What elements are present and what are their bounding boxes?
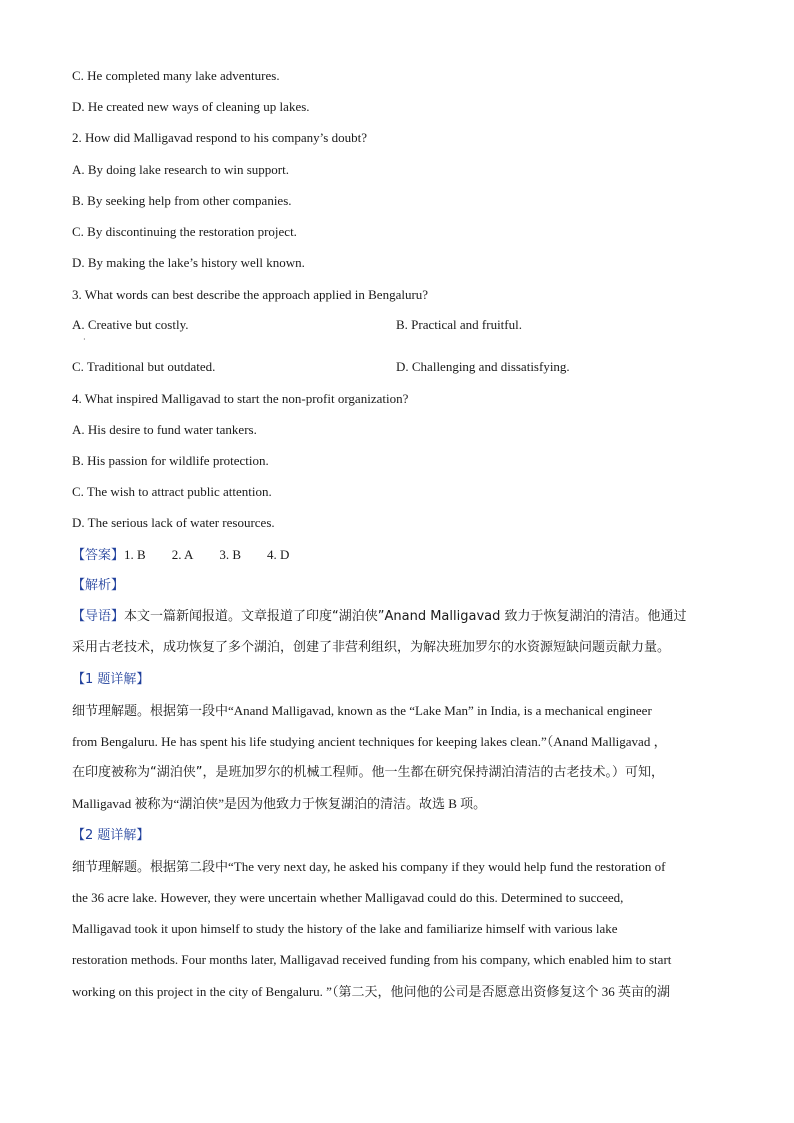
q2-option-c: C. By discontinuing the restoration project. bbox=[72, 224, 297, 239]
q3-option-a: A. Creative but costly. bbox=[72, 317, 189, 332]
detail1-line-2: from Bengaluru. He has spent his life studying ancient techniques for keeping lakes clean.”（Anand Malligavad ， bbox=[72, 734, 667, 749]
q1-option-d: D. He created new ways of cleaning up lakes. bbox=[72, 99, 310, 114]
q4-option-b: B. His passion for wildlife protection. bbox=[72, 453, 269, 468]
detail2-line-3: Malligavad took it upon himself to study the history of the lake and familiarize himself with various lake bbox=[72, 921, 618, 936]
q3-option-d: D. Challenging and dissatisfying. bbox=[396, 359, 570, 374]
answer-item: 1. B bbox=[124, 547, 146, 562]
detail1-line-4: Malligavad 被称为“湖泊侠”是因为他致力于恢复湖泊的清洁。故选 B 项。 bbox=[72, 796, 487, 811]
q1-option-c: C. He completed many lake adventures. bbox=[72, 68, 280, 83]
detail2-line-4: restoration methods. Four months later, Malligavad received funding from his company, which enabled him to start bbox=[72, 952, 672, 967]
q2-option-b: B. By seeking help from other companies. bbox=[72, 193, 292, 208]
answer-item: 2. A bbox=[171, 547, 194, 562]
intro-tag: 【导语】 bbox=[72, 609, 125, 624]
answer-tag: 【答案】 bbox=[72, 548, 125, 563]
analysis-heading: 【解析】 bbox=[72, 578, 125, 593]
q4-option-a: A. His desire to fund water tankers. bbox=[72, 422, 257, 437]
q2-option-d: D. By making the lake’s history well known. bbox=[72, 255, 305, 270]
answer-item: 4. D bbox=[267, 547, 290, 562]
detail2-line-5: working on this project in the city of Bengaluru. ”（第二天，他问他的公司是否愿意出资修复这个 36 英亩的湖 bbox=[72, 984, 670, 999]
answer-line bbox=[72, 546, 315, 565]
intro-line-1 bbox=[72, 608, 687, 626]
intro-text-1: 本文一篇新闻报道。文章报道了印度“湖泊侠”Anand Malligavad 致力于恢复湖泊的清洁。他通过 bbox=[124, 609, 687, 624]
q3-option-b: B. Practical and fruitful. bbox=[396, 317, 522, 332]
stray-dot-mark: · bbox=[83, 335, 86, 344]
q4-option-c: C. The wish to attract public attention. bbox=[72, 484, 272, 499]
detail2-heading: 【2 题详解】 bbox=[72, 828, 150, 843]
detail1-line-1: 细节理解题。根据第一段中“Anand Malligavad, known as the “Lake Man” in India, is a mechanical engineer bbox=[72, 703, 652, 718]
q4-question: 4. What inspired Malligavad to start the non-profit organization? bbox=[72, 391, 409, 406]
detail1-heading: 【1 题详解】 bbox=[72, 672, 150, 687]
q2-option-a: A. By doing lake research to win support. bbox=[72, 162, 289, 177]
q4-option-d: D. The serious lack of water resources. bbox=[72, 515, 275, 530]
detail1-line-3: 在印度被称为“湖泊侠”，是班加罗尔的机械工程师。他一生都在研究保持湖泊清洁的古老技术。）可知， bbox=[72, 765, 664, 780]
intro-line-2: 采用古老技术，成功恢复了多个湖泊，创建了非营利组织，为解决班加罗尔的水资源短缺问题贡献力量。 bbox=[72, 640, 671, 655]
q3-option-c: C. Traditional but outdated. bbox=[72, 359, 216, 374]
detail2-line-1: 细节理解题。根据第二段中“The very next day, he asked his company if they would help fund the restoration of bbox=[72, 859, 666, 874]
detail2-line-2: the 36 acre lake. However, they were uncertain whether Malligavad could do this. Determined to succeed, bbox=[72, 890, 624, 905]
q2-question: 2. How did Malligavad respond to his company’s doubt? bbox=[72, 130, 367, 145]
answer-item: 3. B bbox=[219, 547, 242, 562]
q3-question: 3. What words can best describe the approach applied in Bengaluru? bbox=[72, 287, 429, 302]
